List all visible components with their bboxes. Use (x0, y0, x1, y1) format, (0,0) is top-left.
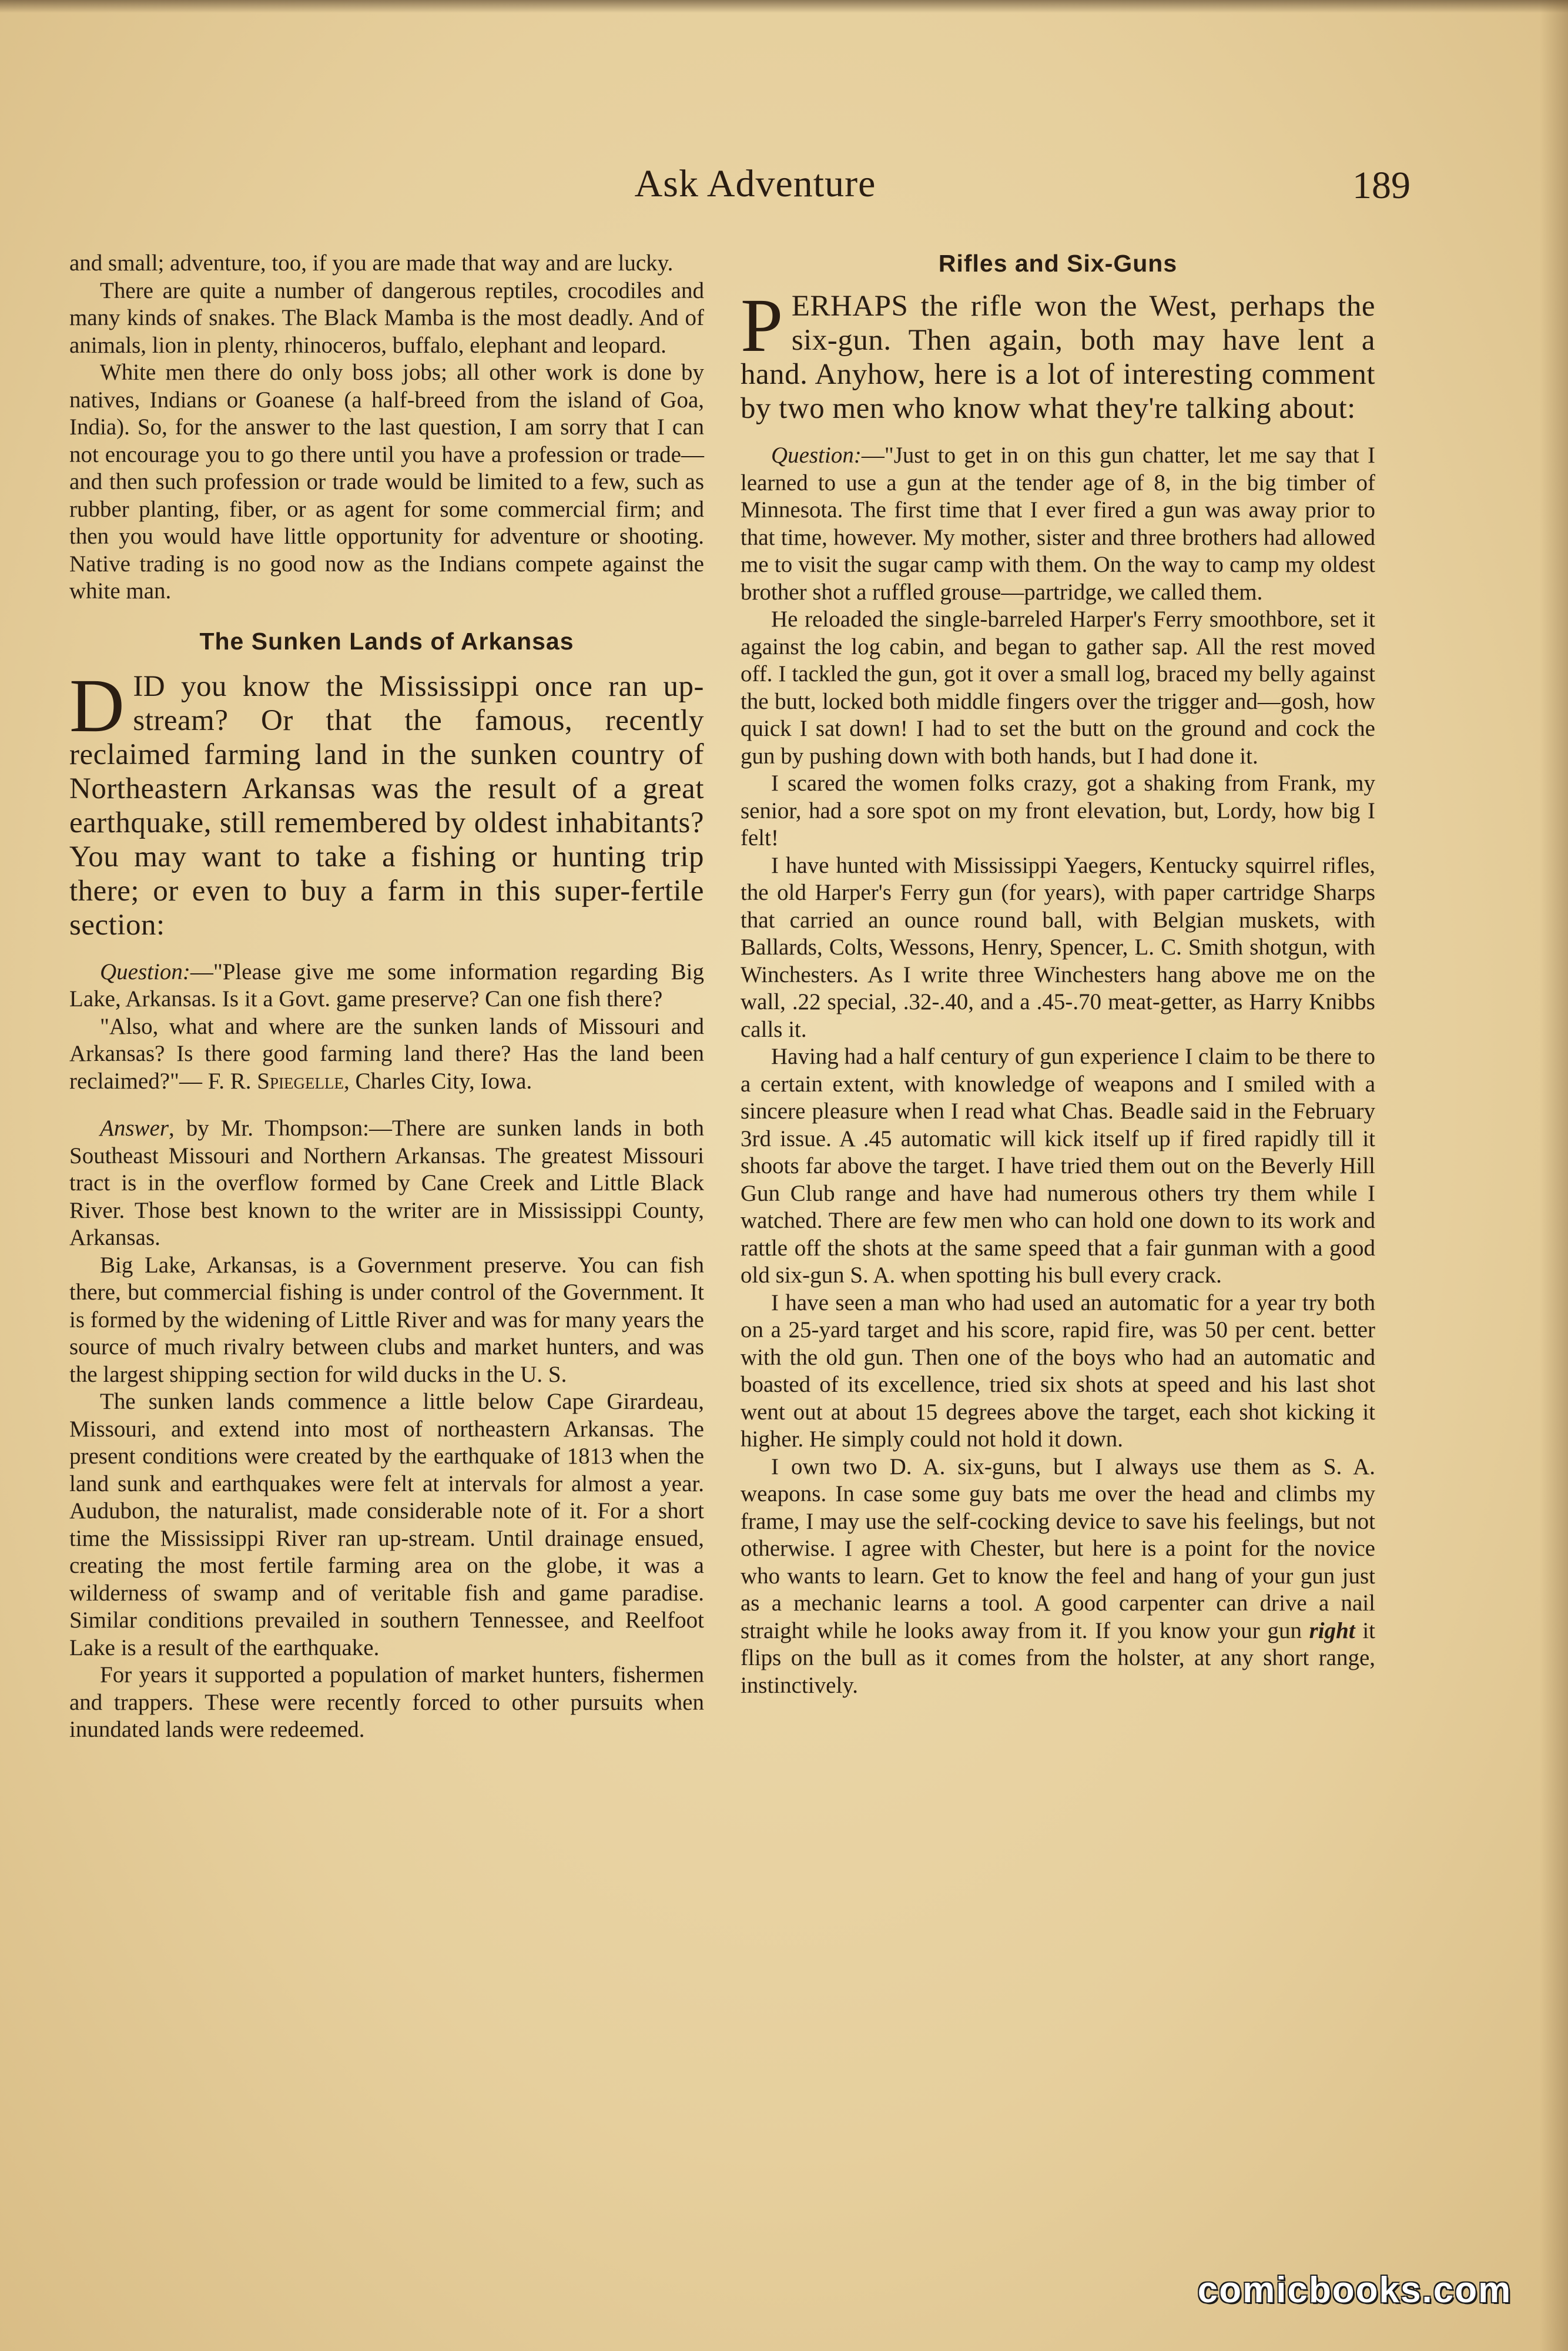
question-text: —"Please give me some information regarding Big Lake, Arkansas. Is it a Govt. game preserve? Can one fish there? (69, 959, 704, 1012)
drop-cap: D (69, 663, 125, 748)
question-text: —"Just to get in on this gun chatter, let me say that I learned to use a gun at the tender age of 8, in the big timber of Minnesota. The first time that I ever fired a gun was away prior to that time, however. My mother, sister and three brothers had allowed me to visit the sugar camp with them. On the way to camp my oldest brother shot a ruffled grouse—partridge, we called them. (741, 443, 1375, 605)
body-paragraph: Having had a half century of gun experience I claim to be there to a certain extent, with knowledge of weapons and I smiled with a sincere pleasure when I read what Chas. Beadle said in the February 3rd issue. A .45 automatic will kick itself up if fired rapidly till it shoots far above the target. I have tried them out on the Beverly Hill Gun Club range and have had numerous others try them while I watched. There are few men who can hold one down to its work and rattle off the shots at the same speed that a fair gunman with a good old six-gun S. A. when spotting his bull every crack. (741, 1044, 1375, 1288)
answer-paragraph: Big Lake, Arkansas, is a Government preserve. You can fish there, but commercial fishing is under control of the Government. It is formed by the widening of Little River and was for many years the source of much rivalry between clubs and market hunters, and was the largest shipping section for wild ducks in the U. S. (69, 1252, 704, 1387)
intro-paragraph: and small; adventure, too, if you are made that way and are lucky. (69, 250, 674, 276)
answer-paragraph: The sunken lands commence a little below Cape Girardeau, Missouri, and extend into most of northeastern Arkansas. The present conditions were created by the earthquake of 1813 when the land sunk and earthquakes were felt at intervals for almost a year. Audubon, the naturalist, made considerable note of it. For a short time the Mississippi River ran up-stream. Until drainage ensued, creating the most fertile farming area on the globe, it was a wilderness of swamp and of veritable fish and game paradise. Similar conditions prevailed in southern Tennessee, and Reelfoot Lake is a result of the earthquake. (69, 1389, 704, 1660)
body-paragraph: I have seen a man who had used an automatic for a year try both on a 25-yard target and his score, rapid fire, was 50 per cent. better with the old gun. Then one of the boys who had an automatic and boasted of its excellence, tried six shots at speed and his last shot went out at about 15 degrees above the target, each shot kicking it higher. He simply could not hold it down. (741, 1290, 1375, 1452)
lead-paragraph-rifles (741, 283, 1375, 426)
running-header-title: Ask Adventure (634, 162, 876, 205)
question-signature: F. R. Spiegelle (207, 1068, 344, 1094)
lead-text: ERHAPS the rifle won the West, perhaps the six-gun. Then again, both may have lent a hand. Anyhow, here is a lot of interesting comment by two men who know what they're talking about: (741, 290, 1375, 425)
question-label: Question: (771, 443, 862, 468)
answer-paragraph (69, 1115, 704, 1252)
body-paragraph: I scared the women folks crazy, got a shaking from Frank, my senior, had a sore spot on my front elevation, but, Lordy, how big I felt! (741, 771, 1375, 850)
left-column (69, 250, 704, 1744)
question-paragraph (69, 959, 704, 1013)
question-text-2: "Also, what and where are the sunken lands of Missouri and Arkansas? Is there good farming land there? Has the land been reclaimed?"— (69, 1013, 704, 1094)
page-top-shadow (0, 0, 1568, 13)
question-signature-place: , Charles City, Iowa. (343, 1068, 532, 1094)
watermark-logo: comicbooks.com (1197, 2270, 1512, 2310)
body-paragraph: I have hunted with Mississippi Yaegers, Kentucky squirrel rifles, the old Harper's Ferry gun (for years), with paper cartridge Sharps that carried an ounce round ball, with Belgian muskets, with Ballards, Colts, Wessons, Henry, Spencer, L. C. Smith shotgun, with Winchesters. As I write three Winchesters hang above me on the wall, .22 special, .32-.40, and a .45-.70 meat-getter, as Harry Knibbs calls it. (741, 852, 1375, 1042)
answer-label: Answer (100, 1116, 169, 1141)
intro-paragraph: There are quite a number of dangerous reptiles, crocodiles and many kinds of snakes. The Black Mamba is the most deadly. And of animals, lion in plenty, rhinoceros, buffalo, elephant and leopard. (69, 277, 704, 358)
question-paragraph-2 (69, 1013, 704, 1096)
question-label: Question: (100, 959, 190, 984)
drop-cap: P (741, 283, 783, 368)
page-right-shadow (1540, 0, 1568, 2351)
answer-paragraph: For years it supported a population of market hunters, fishermen and trappers. These were recently forced to other pursuits when inundated lands were redeemed. (69, 1662, 704, 1742)
body-paragraph-last (741, 1454, 1375, 1700)
body-paragraph: He reloaded the single-barreled Harper's Ferry smoothbore, set it against the log cabin, and began to gather sap. All the rest moved off. I tackled the gun, got it over a small log, braced my belly against the butt, locked both middle fingers over the trigger and—gosh, how quick I sat down! I had to set the butt on the ground and cock the gun by pushing down with both hands, but I had done it. (741, 607, 1375, 769)
page-number: 189 (1352, 164, 1410, 207)
last-text-after: it flips on the bull as it comes from the holster, at any short range, instinctively. (741, 1617, 1376, 1698)
emphasis-right: right (1309, 1617, 1355, 1643)
question-paragraph (741, 442, 1375, 606)
lead-paragraph-arkansas (69, 663, 704, 942)
section-title-arkansas: The Sunken Lands of Arkansas (199, 627, 574, 655)
last-text-before: I own two D. A. six-guns, but I always use them as S. A. weapons. In case some guy bats me over the head and climbs my frame, I may use the self-cocking device to save his feelings, but not otherwise. I agree with Chester, but here is a point for the novice who wants to learn. Get to know the feel and hang of your gun just as a mechanic learns a tool. A good carpenter can drive a nail straight while he looks away from it. If you know your gun (741, 1454, 1375, 1643)
lead-text: ID you know the Mississippi once ran up-stream? Or that the famous, recently reclaimed farming land in the sunken country of Northeastern Arkansas was the result of a great earthquake, still remembered by oldest inhabitants? You may want to take a fishing or hunting trip there; or even to buy a farm in this super-fertile section: (69, 669, 704, 942)
answer-text: , by Mr. Thompson:—There are sunken lands in both Southeast Missouri and Northern Arkansas. The greatest Missouri tract is in the overflow formed by Cane Creek and Little Black River. Those best known to the writer are in Mississippi County, Arkansas. (69, 1116, 704, 1250)
intro-paragraph: White men there do only boss jobs; all other work is done by natives, Indians or Goanese (a half-breed from the island of Goa, India). So, for the answer to the last question, I am sorry that I can not encourage you to go there until you have a profession or trade—and then such profession or trade would be limited to a few, such as rubber planting, fiber, or as agent for some commercial firm; and then you would have little opportunity for adventure or shooting. Native trading is no good now as the Indians compete against the white man. (69, 360, 704, 604)
section-title-rifles: Rifles and Six-Guns (938, 250, 1178, 277)
right-column (741, 250, 1375, 1699)
